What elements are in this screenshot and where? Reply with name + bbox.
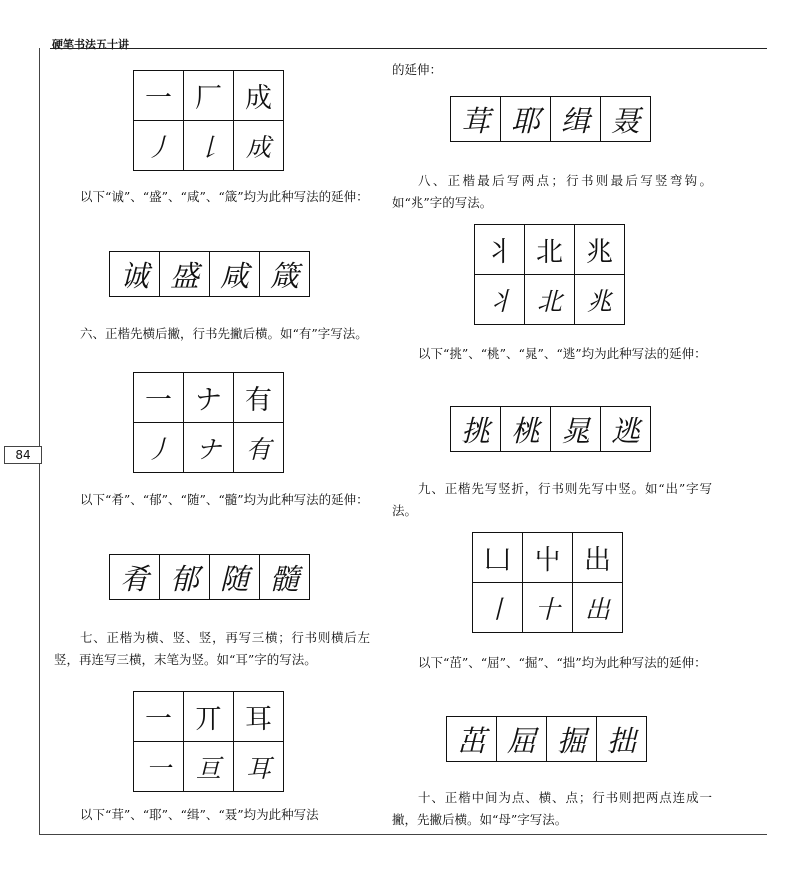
- paragraph: 八、正楷最后写两点；行书则最后写竖弯钩。如“兆”字的写法。: [392, 173, 712, 210]
- grid-cell: 丿: [134, 121, 184, 171]
- paragraph: 七、正楷为横、竖、竖，再写三横；行书则横后左竖，再连写三横，末笔为竖。如“耳”字的写法。: [54, 630, 370, 667]
- example-char: 箴: [260, 252, 310, 297]
- grid-cell: 兆: [575, 275, 625, 325]
- example-char: 缉: [551, 97, 601, 142]
- grid-cell: 亘: [184, 742, 234, 792]
- example-char: 桃: [501, 407, 551, 452]
- grid-cell: 丿: [134, 423, 184, 473]
- example-char: 髓: [260, 555, 310, 600]
- example-char: 屈: [497, 717, 547, 762]
- running-header: 硬笔书法五十讲: [52, 38, 129, 51]
- paragraph: 十、正楷中间为点、横、点；行书则把两点连成一撇，先撇后横。如“母”字写法。: [392, 790, 712, 827]
- paragraph: 以下“挑”、“桃”、“晁”、“逃”均为此种写法的延伸：: [418, 346, 707, 361]
- grid-cell: 北: [525, 225, 575, 275]
- grid-cell: 一: [134, 692, 184, 742]
- grid-cell: 成: [234, 71, 284, 121]
- footer-rule: [39, 834, 767, 835]
- example-char: 盛: [160, 252, 210, 297]
- example-char: 咸: [210, 252, 260, 297]
- page-number: 84: [4, 446, 42, 464]
- grid-cell: 丬: [475, 275, 525, 325]
- stroke-order-grid-er: [133, 691, 284, 792]
- example-char: 茁: [447, 717, 497, 762]
- grid-cell: 有: [234, 423, 284, 473]
- grid-cell: 北: [525, 275, 575, 325]
- example-char: 掘: [547, 717, 597, 762]
- grid-cell: 一: [134, 373, 184, 423]
- paragraph: 九、正楷先写竖折，行书则先写中竖。如“出”字写法。: [392, 481, 712, 518]
- paragraph: 的延伸：: [392, 62, 443, 77]
- example-char: 挑: [451, 407, 501, 452]
- grid-cell: 屮: [523, 533, 573, 583]
- example-row: [450, 96, 651, 142]
- example-char: 茸: [451, 97, 501, 142]
- grid-cell: ナ: [184, 373, 234, 423]
- grid-cell: 十: [523, 583, 573, 633]
- example-row: [109, 554, 310, 600]
- stroke-order-grid-zhao: [474, 224, 625, 325]
- example-row: [446, 716, 647, 762]
- grid-cell: 有: [234, 373, 284, 423]
- example-row: [109, 251, 310, 297]
- example-char: 郁: [160, 555, 210, 600]
- example-char: 诚: [110, 252, 160, 297]
- grid-cell: 𠄌: [184, 121, 234, 171]
- grid-cell: 丌: [184, 692, 234, 742]
- paragraph: 以下“茸”、“耶”、“缉”、“聂”均为此种写法: [80, 807, 319, 822]
- paragraph: 以下“诚”、“盛”、“咸”、“箴”均为此种写法的延伸：: [80, 189, 369, 204]
- grid-cell: 耳: [234, 742, 284, 792]
- example-char: 肴: [110, 555, 160, 600]
- page-margin-line: [39, 48, 40, 834]
- stroke-order-grid-cheng: [133, 70, 284, 171]
- grid-cell: 丬: [475, 225, 525, 275]
- grid-cell: 成: [234, 121, 284, 171]
- stroke-order-grid-chu: [472, 532, 623, 633]
- example-char: 逃: [601, 407, 651, 452]
- grid-cell: 丨: [473, 583, 523, 633]
- grid-cell: 兆: [575, 225, 625, 275]
- paragraph: 以下“茁”、“屈”、“掘”、“拙”均为此种写法的延伸：: [418, 655, 707, 670]
- stroke-order-grid-you: [133, 372, 284, 473]
- grid-cell: ナ: [184, 423, 234, 473]
- header-rule: [50, 48, 767, 49]
- example-char: 聂: [601, 97, 651, 142]
- example-char: 拙: [597, 717, 647, 762]
- grid-cell: 出: [573, 583, 623, 633]
- example-row: [450, 406, 651, 452]
- grid-cell: 厂: [184, 71, 234, 121]
- grid-cell: 一: [134, 71, 184, 121]
- example-char: 随: [210, 555, 260, 600]
- grid-cell: 出: [573, 533, 623, 583]
- paragraph: 六、正楷先横后撇，行书先撇后横。如“有”字写法。: [80, 326, 368, 341]
- example-char: 耶: [501, 97, 551, 142]
- grid-cell: 耳: [234, 692, 284, 742]
- paragraph: 以下“肴”、“郁”、“随”、“髓”均为此种写法的延伸：: [80, 492, 369, 507]
- grid-cell: 一: [134, 742, 184, 792]
- grid-cell: 凵: [473, 533, 523, 583]
- example-char: 晁: [551, 407, 601, 452]
